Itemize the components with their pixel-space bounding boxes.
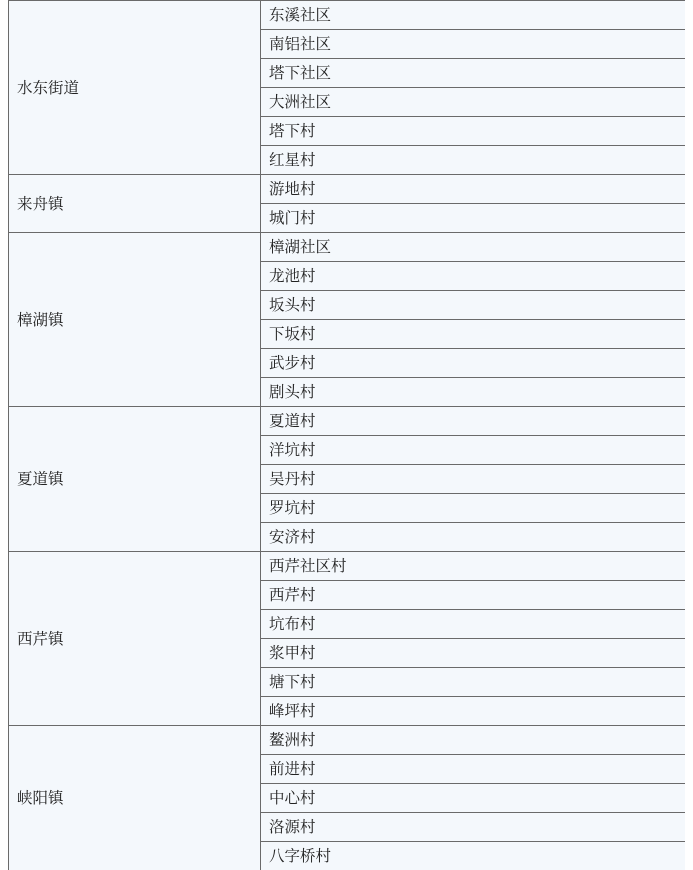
village-cell: 安济村: [261, 523, 686, 552]
village-cell: 前进村: [261, 755, 686, 784]
table-row: [9, 175, 686, 204]
town-cell: 水东街道: [9, 1, 261, 175]
table-row: [9, 552, 686, 581]
town-cell: 峡阳镇: [9, 726, 261, 870]
village-cell: 龙池村: [261, 262, 686, 291]
village-cell: 吴丹村: [261, 465, 686, 494]
village-cell: 塘下村: [261, 668, 686, 697]
village-cell: 南铝社区: [261, 30, 686, 59]
table-row: [9, 233, 686, 262]
village-cell: 罗坑村: [261, 494, 686, 523]
town-cell: 夏道镇: [9, 407, 261, 552]
village-cell: 大洲社区: [261, 88, 686, 117]
village-cell: 西芹村: [261, 581, 686, 610]
village-cell: 红星村: [261, 146, 686, 175]
town-village-table: [8, 0, 685, 870]
village-cell: 樟湖社区: [261, 233, 686, 262]
table-row: [9, 1, 686, 30]
town-village-table-container: [8, 0, 685, 870]
village-cell: 洛源村: [261, 813, 686, 842]
village-cell: 下坂村: [261, 320, 686, 349]
village-cell: 坂头村: [261, 291, 686, 320]
town-cell: 来舟镇: [9, 175, 261, 233]
table-body: [9, 1, 686, 870]
village-cell: 剧头村: [261, 378, 686, 407]
village-cell: 峰坪村: [261, 697, 686, 726]
village-cell: 中心村: [261, 784, 686, 813]
village-cell: 塔下村: [261, 117, 686, 146]
table-row: [9, 407, 686, 436]
village-cell: 武步村: [261, 349, 686, 378]
village-cell: 鳌洲村: [261, 726, 686, 755]
village-cell: 塔下社区: [261, 59, 686, 88]
village-cell: 游地村: [261, 175, 686, 204]
town-cell: 西芹镇: [9, 552, 261, 726]
town-cell: 樟湖镇: [9, 233, 261, 407]
village-cell: 八字桥村: [261, 842, 686, 870]
village-cell: 东溪社区: [261, 1, 686, 30]
village-cell: 西芹社区村: [261, 552, 686, 581]
village-cell: 浆甲村: [261, 639, 686, 668]
village-cell: 坑布村: [261, 610, 686, 639]
village-cell: 夏道村: [261, 407, 686, 436]
village-cell: 洋坑村: [261, 436, 686, 465]
table-row: [9, 726, 686, 755]
village-cell: 城门村: [261, 204, 686, 233]
